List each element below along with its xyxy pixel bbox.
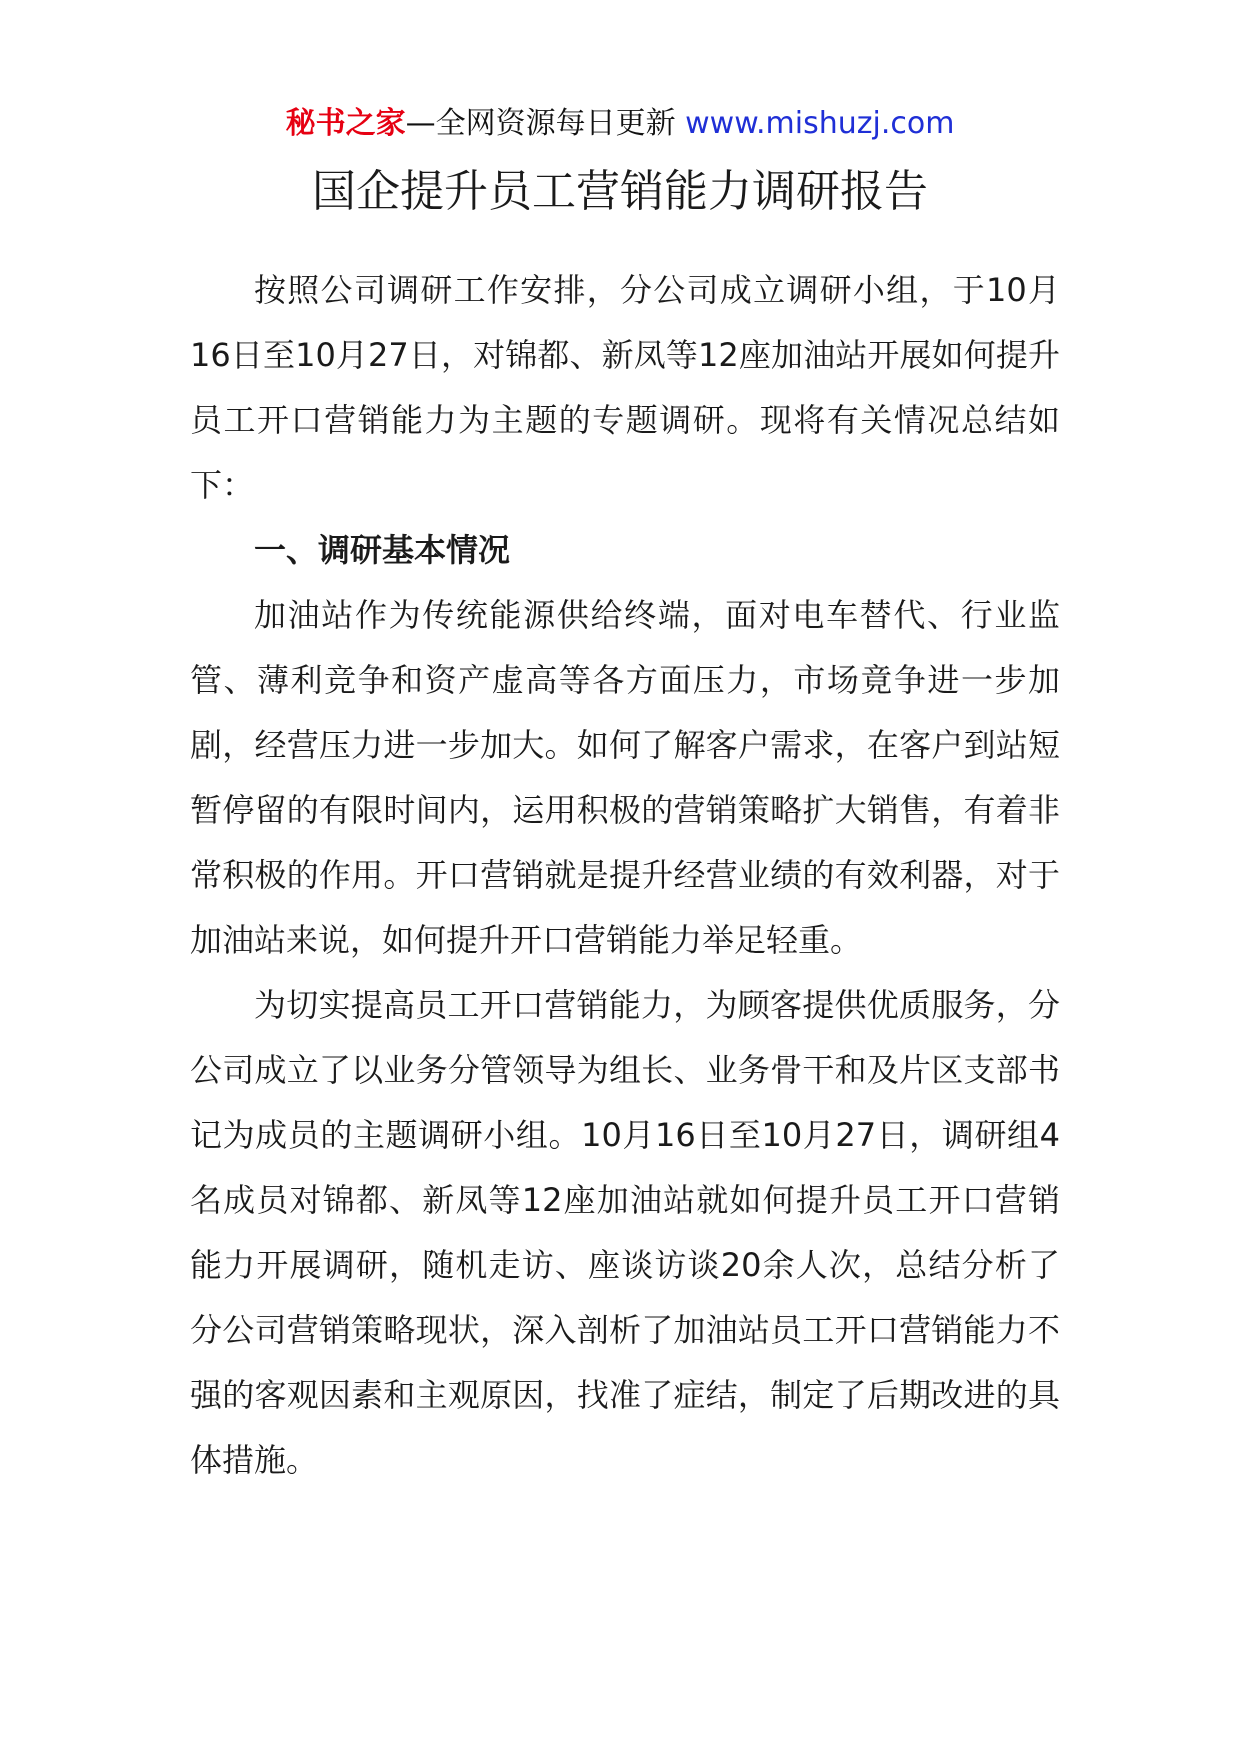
body-paragraph: 为切实提高员工开口营销能力，为顾客提供优质服务，分公司成立了以业务分管领导为组长、业务骨干和及片区支部书记为成员的主题调研小组。10月16日至10月27日，调研组4名成员对锦都、新凤等12座加油站就如何提升员工开口营销能力开展调研，随机走访、座谈访谈20余人次，总结分析了分公司营销策略现状，深入剖析了加油站员工开口营销能力不强的客观因素和主观原因，找准了症结，制定了后期改进的具体措施。 (190, 986, 1060, 1479)
site-slogan: —全网资源每日更新 (405, 106, 676, 141)
site-brand: 秘书之家 (285, 106, 406, 141)
site-header (0, 100, 1240, 148)
intro-paragraph: 按照公司调研工作安排，分公司成立调研小组，于10月16日至10月27日，对锦都、新凤等12座加油站开展如何提升员工开口营销能力为主题的专题调研。现将有关情况总结如下： (190, 271, 1060, 504)
section-heading: 一、调研基本情况 (254, 531, 511, 569)
document-title: 国企提升员工营销能力调研报告 (312, 166, 928, 217)
document-body (190, 258, 1060, 1493)
site-url-link[interactable]: www.mishuzj.com (685, 106, 955, 141)
body-paragraph: 加油站作为传统能源供给终端，面对电车替代、行业监管、薄利竞争和资产虚高等各方面压力，市场竟争进一步加剧，经营压力进一步加大。如何了解客户需求，在客户到站短暂停留的有限时间内，运用积极的营销策略扩大销售，有着非常积极的作用。开口营销就是提升经营业绩的有效利器，对于加油站来说，如何提升开口营销能力举足轻重。 (190, 596, 1060, 959)
